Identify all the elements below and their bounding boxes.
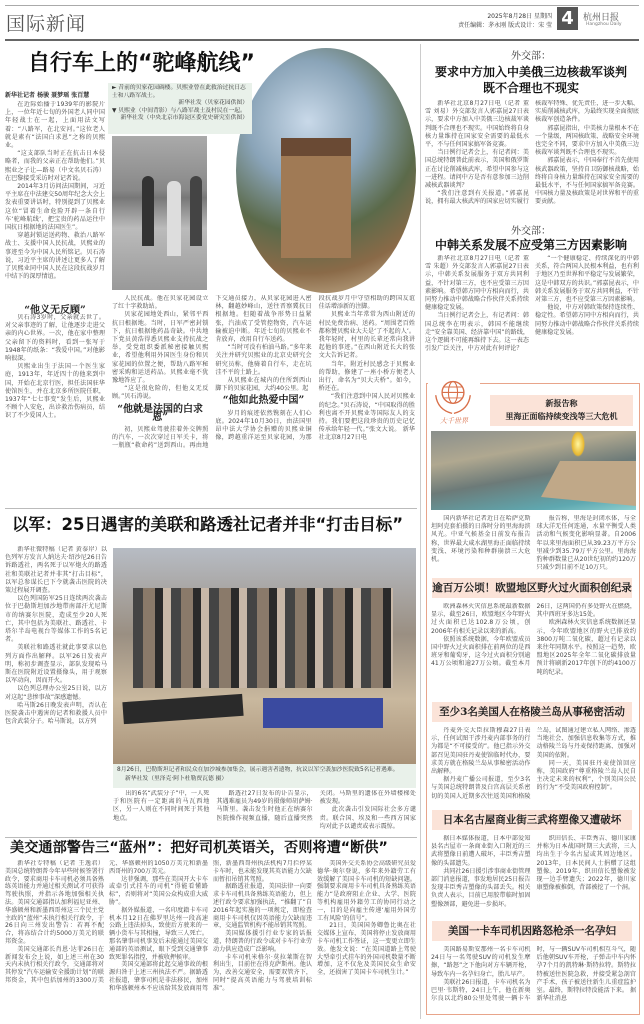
paragraph: 共同社26日援引涉事商业街管理部门消息报道，事发地居民25日报告发现丰臣秀吉塑像的头部丢失。相关负责人表示，目前已用胶带临时加固塑像颈部，避免进一步损坏。 bbox=[431, 867, 531, 908]
paragraph: 据外媒报道，一名印度籍卡车司机本月12日在佛罗里达州一段高速公路上违法掉头，致使后方驶来的一辆小货车与其相撞，导致三人死亡。那名肇事司机事发后未能通过美国交通部的英语测试，眼下受到交通肇事致死罪名指控，并被收押候审。 bbox=[109, 906, 208, 961]
paragraph: 欧洲森林火灾信息系统数据还显示，今年欧盟地区的野火已排放约3800万吨二氧化碳，超过有记录以来往年同期水平。按照这一趋势，欧盟地区2025年全年二氧化碳排放量预计将刷新2017年创下的约4100万吨的纪录。 bbox=[536, 619, 636, 676]
caption-text: ► 昔前的贝家花园碉楼。贝熙业曾在此救治过抗日志士和八路军战士。 bbox=[112, 85, 246, 99]
paragraph: 报告称，里海是封闭水体，与全球大洋无任何连通，水量平衡受人类活动和气候变化影响显著。自2006年以来里海面积已从39.23万平方公里减少到35.79万平方公里。里海海豹种群数量已从20世纪初的约120万只减少到目前不足10万只。 bbox=[536, 515, 636, 572]
paragraph: 新华社北京8月27日电（记者 董雪 朱超）外交部发言人郭嘉昆27日表示，中韩关系发展服务于双方共同利益，不针对第三方，也不应受第三方因素影响。希望韩方同中方相向而行，共同努力推动中韩战略合作伙伴关系持续健康稳定发展。 bbox=[425, 255, 529, 312]
paragraph: 当日例行记者会上，有记者问：韩国总统李在明表示，韩国不能继续走“安全靠美国、经济靠中国”的路线，这个逻辑不可能再维持下去。这一表态引发广泛关注，中方对此有何评论？ bbox=[425, 312, 529, 353]
photo-caption-box bbox=[113, 764, 416, 788]
globe-hands-icon bbox=[428, 377, 478, 417]
article-columns bbox=[431, 946, 636, 1012]
paragraph: 他说，中方对韩政策保持连续性、稳定性。希望韩方同中方相向而行，共同努力推动中韩战略合作伙伴关系持续健康稳定发展。 bbox=[535, 304, 639, 336]
paragraph: 美国交通部长肖恩·达菲26日在新闻发布会上说，如上述三州在30天内未执行相关行政令，交通部将对其停发“汽车运输安全援助计划”的联邦资金，其中包括加州的3300万美元、华盛顿州的1050万美元和新墨西哥州的700万美元。 bbox=[5, 860, 208, 984]
divider bbox=[5, 508, 417, 509]
article-headline: 自行车上的“驼峰航线” bbox=[28, 51, 255, 76]
headline-line: 里海正面临持续变浅等三大危机 bbox=[505, 412, 618, 421]
paragraph: 新华社专特稿（记者 王逸君）美国总统特朗普今年早些时候签署行政令，要求商用卡车司机必须具备熟练英语能力并通过相关测试才可获得驾驶执照，并指示各地加强相关执法。美国交通部指认加利福尼亚州、华盛顿州和新墨西哥州这三个民主党主政的“蓝州”未执行相关行政令，于26日向三州发出警告：若再不配合，将冻结合计约5000万美元的联邦资金。 bbox=[5, 860, 104, 945]
bw-photo-bethune-soldiers bbox=[112, 136, 207, 290]
article-columns bbox=[425, 255, 639, 375]
paragraph: 据丹麦广播公司报道，至少3名与美国总统特朗普及白宫高层关系密切的美国人近期多次往返美国和格陵兰岛，试图通过建立私人网络、渗透当地社会、加强信息收集等方式，推动格陵兰岛与丹麦保持距离、加强对美国的依附。 bbox=[431, 727, 636, 800]
article-headline: 中韩关系发展不应受第三方因素影响 bbox=[434, 238, 627, 252]
paragraph: 美国路易斯安那州一名卡车司机24日与一名驾驶SUV的司机发生摩擦，“路怒”之下他向对方车辆开枪，导致车内一名孕妇身亡，胎儿早产。 bbox=[431, 946, 531, 978]
paragraph: “我们注意到有关报道。”郭嘉昆说，拥有最大核武库的国家应切实履行核裁军特殊、优先责任，进一步大幅、实质削减核武库，为最终实现全面彻底核裁军创造条件。 bbox=[425, 100, 639, 206]
kicker: 外交部： bbox=[511, 51, 551, 62]
paragraph: “我们注意到中国人民对贝熙业的纪念。”贝石涛说，“中国取得的胜利也离不开贝熙业等国际友人的支持。我们要把这段珍贵的历史记忆传承给年轻一代。”张文大说。 新华社北京8月27日电 bbox=[318, 393, 415, 442]
caption-source: 新华社发（中央北京市海淀区委党史研究室供图） bbox=[120, 115, 248, 121]
caption-source: 新华社发（贝家花园供图） bbox=[178, 100, 248, 106]
section-title: 国际新闻 bbox=[6, 13, 87, 35]
headline-line: 既不合理也不现实 bbox=[482, 81, 579, 95]
masthead-info bbox=[380, 12, 552, 30]
paragraph: 新华社北京8月27日电（记者 董雪 刘易）外交部发言人郭嘉昆27日表示，要求中方加入中美俄三边核裁军谈判既不合理也不现实。中国始终将自身核力量维持在国家安全需要的最低水平，不与任何国家搞军备竞赛。 bbox=[425, 100, 529, 149]
paragraph: 此次袭击引发国际社会多方谴责。联合国、埃及和一些西方国家均对此予以谴责或表示震惊。 bbox=[319, 806, 416, 830]
article-columns bbox=[431, 727, 636, 807]
paragraph: 美国外交关系协会高级研究员爱德华·奥尔登说，多年来外籍劳工有效缓解了美国卡车司机的短缺问题。强制要求商用卡车司机具备熟练英语能力“是政府阻止企业、大学、医院等机构雇用外籍劳工的协同行动之一，目的是向雇主传递‘雇用外国劳工有风险’的信号”。 bbox=[317, 860, 416, 922]
article-headline: 美交通部警告三“蓝州”：把好司机英语关，否则将遭“断供” bbox=[10, 840, 388, 856]
logo-dashijie bbox=[428, 377, 480, 429]
headline-line: 要求中方加入中美俄三边核裁军谈判 bbox=[434, 65, 627, 79]
paragraph: 贝熙业出生于法国一个医生家庭，1913年，年近四十的他来到中国，开始在北京行医，担任法国驻华使馆医生，并在北京多所医院任职，1937年“七七事变”发生后，贝熙业不顾个人安危，出诊救治伤病员，结识了不少爱国人士。 bbox=[5, 363, 105, 420]
top-rule bbox=[5, 5, 639, 6]
paper-logo-en: Hangzhou Daily bbox=[586, 22, 622, 27]
article-columns bbox=[112, 295, 415, 504]
paragraph: 贝石涛3岁时，父亲就去世了。对父亲事迹的了解，让他逐步走进父亲的内心世界。一次，他在家中整理父亲留下的资料时，看到一张写于1948年的纸条：“我爱中国。”对他影响很深。 bbox=[5, 314, 105, 363]
header-rule bbox=[5, 39, 639, 41]
paragraph: 据日本媒体报道，日本中部爱知县名古屋市一条商业街入口附近的三武将塑像日前遭人破坏，丰臣秀吉塑像的头部遗失。 bbox=[431, 835, 531, 867]
paper-logo: 杭州日报 bbox=[583, 13, 620, 23]
subheading: “他如此热爱中国” bbox=[222, 395, 305, 407]
paragraph: 丹麦外交大臣拉斯穆森27日表示，任何试图干涉丹麦内部事务的行为都是“不可接受的”。他已指示外交部召见美国驻丹麦使馆临时代办，要求美方就在格陵兰岛从事秘密活动作出解释。 bbox=[431, 727, 531, 776]
article-column bbox=[5, 101, 105, 297]
caption-text: 8月26日，巴勒斯坦记者和民众在加沙城参加集会，展示遇害者遗物，抗议以军空袭加沙医院致5名记者遇难。 bbox=[117, 767, 399, 773]
box-subheading: 至少3名美国人在格陵兰岛从事秘密活动 bbox=[432, 702, 632, 722]
paragraph: 美联社和路透社就此事要求以色列方面作出解释。以军26日发表声明，称初步调查显示，部队发现哈马斯在医院附近设置摄像头，用于观察以军动向，因而开火。 bbox=[5, 644, 107, 685]
paragraph: 在近际始播于1939年的影院片上，一位年近七旬的外国老人同中国年轻战士在一起，上面用法文写着：“八路军，在北安河。”这位老人就是素有“法国白求恩”之称的贝熙业。 bbox=[5, 101, 105, 150]
photo-caption-box bbox=[108, 83, 252, 134]
caption-source: 新华社发（里泽克·阿卜杜勒贾瓦德 摄） bbox=[125, 776, 228, 782]
paragraph: 卡车司机米格尔·莫拉莱斯在智利出生，目前住在得克萨斯州。他认为，改善交通安全，需要双管齐下，同时“提高英语能力与驾驶培训标准”。 bbox=[213, 953, 312, 992]
paragraph: “当时可没有柏油马路。”多年来关注并研究贝熙业的北京史研究会研究员称，他骑着自行车，走在坑洼不平的土路上。 bbox=[215, 344, 312, 376]
box-subheading: 日本名古屋商业街三武将塑像又遭破坏 bbox=[432, 810, 632, 830]
kicker: 外交部： bbox=[511, 226, 551, 237]
article-columns bbox=[431, 835, 636, 917]
article-headline bbox=[422, 64, 640, 96]
article-headline: 以军：25日遇害的美联和路透社记者并非“打击目标” bbox=[12, 515, 404, 534]
paragraph: “这是很危险的，但他义无反顾。”贝石涛说。 bbox=[112, 385, 209, 401]
paragraph: 当日例行记者会上，有记者问：美国总统特朗普此前表示，美国和俄罗斯正在讨论削减核武库，希望中国参与这一进程。请问中方是否有意参加三边削减核武器谈判？ bbox=[425, 149, 529, 190]
paragraph: 以色列国防军25日连续两次袭击位于巴勒斯坦加沙地带南部汗尤尼斯市的纳赛尔医院，造成至少20人死亡，其中包括为美联社、路透社、卡塔尔半岛电视台等媒体工作的5名记者。 bbox=[5, 595, 107, 644]
column-divider bbox=[420, 44, 421, 1019]
paragraph: 郭嘉昆表示，中国奉行不首先使用核武器政策，坚持自卫防御核战略，始终将自身核力量维持在国家安全需要的最低水平，不与任何国家搞军备竞赛。中国核力量及核政策是对世界和平的重要贡献。 bbox=[535, 157, 639, 206]
caption-text: ▼ 贝熙业（中间背影）与八路军战士及村民在一起。 bbox=[112, 107, 246, 114]
logo-text: 大千世界 bbox=[440, 417, 468, 425]
box-headline bbox=[490, 395, 633, 426]
paragraph: 2014年3月访问法国期间，习近平主席在中法建交50周年纪念大会上发表重要讲话时，特别提到了贝熙业这位“冒着生命危险开辟一条自行车‘驼峰航线’，把宝贵的药品运往中国抗日根据地的法国医生”。 bbox=[5, 183, 105, 232]
article-columns bbox=[425, 100, 639, 223]
paragraph: 21日，美国国务卿鲁比奥在社交媒体上宣布，美国将停止发放商用卡车司机工作签证，这一变更立即生效。他发文说：“在美国道路上驾驶大型牵引式挂车的外国司机数量不断增加，这不仅危及美国民众生命安全，还损害了美国卡车司机生计。” bbox=[317, 922, 416, 977]
paragraph: 贝熙业当年常常为西山附近的村民免费治病、送药。“周围老百姓都称赞贝熙业大夫是‘了不起的人’。我年轻时，村里的长辈还常向我讲起他的事迹。”在西山附近长大的张文大告诉记者。 bbox=[318, 311, 415, 360]
article-columns bbox=[5, 860, 416, 1023]
headline-line: 新报告称 bbox=[545, 399, 578, 408]
paragraph: 美国媒体援引行业专家的话报道，特朗普的行政令或对卡车行业劳动力供应造成广泛影响。 bbox=[213, 930, 312, 953]
article-column bbox=[5, 546, 107, 834]
paragraph: 新华社微特稿（记者 黄泰岸）以色列军方发言人納达夫·绍沙尼26日告诉路透社，两名死于以军炮火的路透社和美联社记者并非其“打击目标”，以军总参谋长已下令就袭击医院的决策过程展开调查。 bbox=[5, 546, 107, 595]
paragraph: 以色列总理办公室25日说，以方对这起“悲惨事故”深感遗憾。 bbox=[5, 685, 107, 701]
photo-gaza-protest bbox=[113, 548, 416, 764]
paragraph: 郭嘉昆指出，中美核力量根本不在一个量级，两国核政策、战略安全环境也完全不同，要求中方加入中美俄三边核裁军谈判既不合理也不现实。 bbox=[535, 124, 639, 157]
article-columns bbox=[113, 790, 416, 835]
photo-caspian-sea bbox=[431, 431, 636, 510]
paragraph: 初，贝熙业驾驶挂着外交牌照的汽车，一次次穿过日军关卡，将一瓶瓶“救命药”送到西山。再由地下交通员接力，从贝家花园进入密林，翻越妙峰山，送往晋察冀抗日根据地。但随着战争形势日益紧张，汽油成了受管控物资，汽车运输被迫中断。年近七旬的贝熙业不肯放弃，改用自行车送药。 bbox=[112, 295, 312, 450]
paragraph: 美国交通部将此起交通事故的根源归咎于上述三州执法不严。据路透社报道，肇事司机是非法移民，加州和华盛顿州本不应该给其发放商用驾照，新墨西哥州执法机构7月拦停某卡车时，也未能发现其英语能力欠缺而暂扣吊销其驾照。 bbox=[109, 860, 312, 992]
paragraph: 哈马斯26日晚发表声明，否认在医院袭击中遇害的记者和救援人员中包含武装分子。哈马斯说，以方列 bbox=[5, 701, 107, 726]
round-photo-garden-tower bbox=[236, 48, 416, 293]
paragraph: 人民抗战。他在贝家花园设立了红十字救助站。 bbox=[112, 295, 209, 311]
paragraph: 从贝熙业在城内的住所到西山脚下的贝家花园，大约40公里。起 bbox=[215, 377, 312, 393]
paragraph: 织田信长、丰臣秀吉、德川家康并称为日本战国时期三大武将，三人均出生于今名古屋或其周边地区。2013年，日本民间人士捐赠了这组塑像。2019年，织田信长塑像被发现一边手臂遗失；2022年，德川家康塑像被推倒，背部被挖了一个洞。 bbox=[536, 835, 636, 892]
box-subheading: 美国一卡车司机因路怒枪杀一名孕妇 bbox=[432, 921, 632, 941]
paragraph: “这支部队当时正在抗击日本侵略者，而我的父亲正在帮助他们。”贝熙业之子让—路易（中文名贝石涛）在巴黎接受采访时对记者说。 bbox=[5, 150, 105, 182]
subheading: “他就是法国的白求恩” bbox=[117, 403, 204, 423]
editors: 责任编辑：茅永刚 版式设计：宋 莹 bbox=[458, 22, 552, 29]
article-columns bbox=[431, 515, 636, 575]
byline: 新华社记者 杨骏 聂梦瑶 张百慧 bbox=[5, 92, 90, 99]
article-columns bbox=[431, 603, 636, 701]
paragraph: 出的6名“武装分子”中，一人死于和医院有一定距离的马瓦西地区，另一人则在不同时间死于其他地点。 bbox=[113, 790, 210, 822]
paragraph: 达菲强调，那些在美国开大卡车或牵引式挂车的司机“得能看懂路标”，否则将对“美国公众构成重大威胁”。 bbox=[109, 875, 208, 906]
paragraph: 路透社27日发布的讣告显示，其遇难雇员为49岁的摄像师胡萨姆·马斯里。袭击发生时他正在纳赛尔医院操作视频直播，随后直播突然关闭。马斯里的遗体在外墙楼梯处被发现。 bbox=[216, 790, 416, 822]
paragraph: 美联社26日报道，卡车司机名为巴里·韦斯特，24日上午，他在新奥尔良以北约80公里处驾驶一辆卡车时，与一辆SUV车司机相互斗气，随后他朝SUV车开枪，子弹击中车内怀孕7个月的凯特琳·斯特拉特。斯特拉特被送往医院急救，并接受紧急剖宫产手术，孩子被送往新生儿重症监护室。最终，斯特拉特没能活下来。 据新华社消息 bbox=[431, 946, 636, 1003]
paragraph: 同一天，美国驻丹麦使馆回应称，美国政府“尊重格陵兰岛人民自主决定未来的权利”，个别美国公民的行为“不受美国政府控制”。 bbox=[536, 759, 636, 792]
paragraph: “一个健康稳定、持续深化的中韩关系，符合两国人民根本利益，也有利于地区乃至世界和平稳定与发展繁荣，这是中韩双方的共识。”郭嘉昆表示，中韩关系发展服务于双方共同利益，不针对第三方，也不应受第三方因素影响。 bbox=[535, 255, 639, 304]
paragraph: 据路透社报道，美国法律一向要求卡车司机具备熟练英语能力，但上述行政令要求加强执法，“推翻了”自2016年起实施的一项规定，即检查商用卡车司机仅因英语能力欠缺而违章，交通监管机构不能吊销其驾照。 bbox=[213, 883, 312, 930]
article-column bbox=[5, 314, 105, 504]
subheading: “他义无反顾” bbox=[24, 305, 86, 316]
paragraph: 国内新华社记者近日在哈萨克斯坦阿克套拍摄的日落时分的里海海滨风光。中亚气候基金日前发布报告称，世界最大咸水湖里海正面临持续变浅、环境污染和种群崩溃三大危机。 bbox=[431, 515, 531, 564]
issue-date: 2025年8月28日 星期四 bbox=[487, 13, 552, 20]
paragraph: 当年，附近村民感念于贝熙业的帮助，修建了一座小桥方便老人出行，命名为“贝大夫桥”。如今，桥还在。 bbox=[318, 360, 415, 393]
box-subheading: 逾百万公顷！欧盟地区野火过火面积创纪录 bbox=[432, 578, 632, 598]
paragraph: 穿越封锁运送药物、救治八路军战士、支援中国人民抗战，贝熙业的事迹至今为中国人民所铭记。贝石涛说，习近平主席的讲述让更多人了解了贝熙业同中国人民在这段抗战岁月中结下的深厚情谊。 bbox=[5, 232, 105, 281]
paragraph: 欧洲森林火灾信息系统最新数据显示，截至26日，欧盟地区今年野火过火面积已达102.8万公顷，创2006年有相关记录以来的新高。 bbox=[431, 603, 531, 635]
paragraph: 贝家花园地处西山，紧邻平西抗日根据地。当时，日军严密封锁下，抗日根据地药品奇缺。中共地下党员黄浩得悉贝熙业支持抗战之举，受党组织委派秘密接触贝熙业，希望他利用外国医生身份和贝家花园的位置之便，帮助八路军秘密采购和运送药品。贝熙业毫不犹豫地答应了。 bbox=[112, 311, 209, 385]
divider bbox=[5, 837, 417, 838]
paragraph: 岁月的痕迹依然镌刻在人们心底。2024年10月30日，由法国里昂中法大学协会捐赠的贝熙业铜像，跨越重洋运至贝家花园，为那段抗战岁月中守望相助的跨国友谊佳话增添新的注脚。 bbox=[215, 295, 415, 442]
paragraph: 依照该系统数据，今年欧盟成员国中野火过火面积排在前两位的是西班牙和葡萄牙，这今过火面积分别逾41万公顷和逾27万公顷。截至本月26日，这两国仍有多处野火在燃烧，其中西班牙多达15处。 bbox=[431, 603, 636, 668]
page-number: 4 bbox=[557, 7, 578, 30]
